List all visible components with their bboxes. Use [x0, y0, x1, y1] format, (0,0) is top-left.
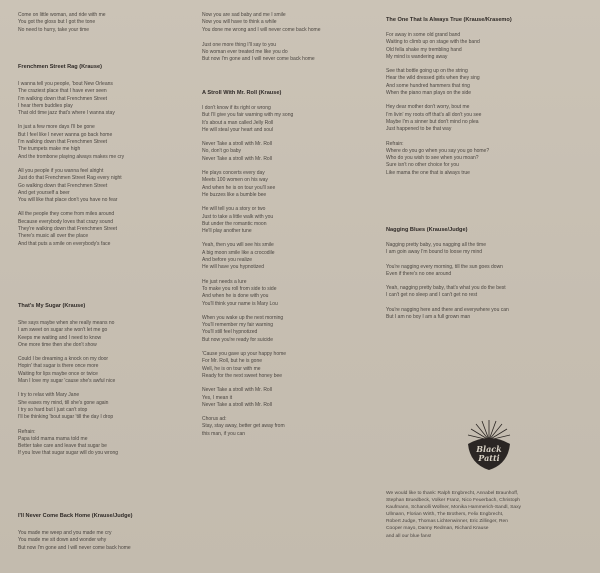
lyric-line: Well, he is on tour with me: [202, 365, 261, 372]
lyrics-column-1: [18, 0, 196, 573]
song-ill-never-come-back-home: [18, 512, 133, 552]
stanza: [202, 141, 293, 163]
stanza: [202, 279, 293, 308]
lyric-line: Go walking down that Frenchmen Street: [18, 182, 108, 189]
stanza: [18, 320, 118, 349]
credits-line: Cooper mayo, Danny Redman, Richard Krause: [386, 526, 489, 532]
lyric-line: Just to take a little walk with you: [202, 213, 274, 220]
lyric-line: You made me sit down and wonder why: [18, 537, 107, 544]
stanza: [386, 285, 509, 300]
lyric-line: You'll still feel hypnotized: [202, 329, 258, 336]
lyric-line: She eases my mind, till she's gone again: [18, 399, 109, 406]
lyric-line: He will have you hypnotized: [202, 264, 264, 271]
lyric-line: But I'll give you fair warning with my song: [202, 112, 294, 119]
lyric-line: Yeah, nagging pretty baby, that's what you do the best: [386, 285, 506, 292]
stanza: [202, 351, 293, 380]
stanza: [18, 356, 118, 385]
lyric-line: When the piano man plays on the side: [386, 90, 472, 97]
lyric-line: I'm livin' my roots off that's all don't you see: [386, 111, 482, 118]
stanza: [202, 12, 321, 34]
stanza: [202, 105, 293, 134]
lyric-line: Refrain:: [386, 140, 404, 147]
lyric-line: It's about a man called Jelly Roll: [202, 119, 274, 126]
lyric-line: I'm walking down that Frenchmen Street: [18, 95, 108, 102]
lyric-line: All the people they come from miles around: [18, 211, 115, 218]
lyric-line: Papa told mama mama told me: [18, 435, 88, 442]
song-title: Frenchmen Street Rag (Krause): [18, 64, 102, 70]
stanza: [202, 242, 293, 271]
lyric-line: Now you are sad baby and me I smile: [202, 12, 286, 18]
lyric-line: Ready for the next sweet honey bee: [202, 372, 283, 379]
lyric-line: You'll remember my fair warning: [202, 322, 274, 329]
lyric-line: One more time then she don't show: [18, 341, 97, 348]
lyric-line: I am sweet on sugar she won't let me go: [18, 327, 108, 334]
stanza: [386, 68, 512, 97]
stanza: [18, 168, 124, 204]
stanza: [202, 315, 293, 344]
lyric-line: But now I'm gone and I will never come back home: [202, 56, 315, 63]
lyric-line: Old fella shake my trembling hand: [386, 46, 462, 53]
lyric-line: Hear the wild dressed girls when they sing: [386, 75, 480, 82]
stanza: [386, 141, 512, 177]
lyric-line: No need to hurry, take your time: [18, 26, 90, 33]
lyric-line: You're nagging here and there and everywhere you can: [386, 306, 509, 313]
lyric-line: Yeah, then you will see his smile: [202, 242, 274, 249]
song-title: Nagging Blues (Krause/Judge): [386, 227, 468, 233]
lyric-line: But I feel like I never wanna go back home: [18, 131, 113, 138]
lyric-line: You will like that place don't you have no fear: [18, 197, 118, 204]
lyric-line: Never Take a stroll with Mr. Roll: [202, 141, 272, 148]
lyric-line: And get yourself a beer: [18, 189, 70, 196]
lyric-line: But under the romantic moon: [202, 220, 267, 227]
lyric-line: But I am no boy I am a full grown man: [386, 314, 471, 321]
lyric-line: Never Take a stroll with Mr. Roll: [202, 401, 272, 408]
lyric-line: I try so hard but I just can't stop: [18, 406, 88, 413]
song-the-one-that-is-always-true: [386, 16, 512, 177]
lyric-line: I wanna tell you people, 'bout New Orleans: [18, 81, 113, 87]
lyric-line: Never Take a stroll with Mr. Roll: [202, 387, 272, 394]
stanza: [18, 124, 124, 160]
lyric-line: I don't know if its right or wrong: [202, 105, 271, 111]
credits-line: Ullmann, Florian Wirth, The Brothers, Felix Engbrecht,: [386, 512, 504, 518]
lyric-line: No woman ever treated me like you do: [202, 49, 288, 56]
song-nagging-blues: [386, 226, 509, 321]
lyric-line: Nagging pretty baby, you nagging all the time: [386, 242, 486, 248]
credits-line: Stephan Bruedbeck, Volker Franz, Nico Feuerbach, Christoph: [386, 498, 521, 504]
lyric-line: Stay, stay away, better get away from: [202, 423, 285, 430]
lyric-line: Better take care and leave that sugar be: [18, 443, 107, 450]
lyric-line: Refrain:: [18, 428, 36, 435]
lyric-line: I try to relax with Mary Jane: [18, 392, 80, 399]
lyric-line: He just needs a lure: [202, 278, 247, 285]
song-title: The One That Is Always True (Krause/Krasemo): [386, 17, 512, 23]
song-thats-my-sugar: [18, 302, 118, 458]
lyric-line: I am goin away I'm bound to loose my mind: [386, 249, 483, 256]
lyric-line: She says maybe when she really means no: [18, 320, 115, 326]
lyric-line: Come on little woman, and ride with me: [18, 12, 106, 18]
lyric-line: Could I be dreaming a knock on my door: [18, 356, 109, 363]
lyric-line: I hear them buddies play: [18, 102, 73, 109]
lyric-line: Chorus ad:: [202, 416, 227, 423]
lyric-line: And when he is done with you: [202, 293, 269, 300]
lyric-line: That old time jazz that's where I wanna stay: [18, 110, 115, 117]
lyric-line: For away in some old grand band: [386, 32, 461, 38]
stanza: [18, 392, 118, 421]
lyric-line: Because everybody loves that crazy sound: [18, 218, 114, 225]
credits: [386, 490, 521, 540]
lyric-line: I'll be thinking 'bout sugar 'till the day I drop: [18, 414, 114, 421]
song-title: A Stroll With Mr. Roll (Krause): [202, 90, 282, 96]
lyric-line: I can't get no sleep and I can't get no rest: [386, 292, 478, 299]
lyric-line: Waiting for lips maybe once or twice: [18, 370, 98, 377]
lyric-line: You're nagging every morning, till the sun goes down: [386, 263, 503, 270]
lyric-line: Meets 100 women on his way: [202, 177, 268, 184]
credits-line: Kaufmann, Schanolli Wollner, Monika Hammerich-Sandl, Saxy: [386, 505, 522, 511]
lyric-line: A big moon smile like a crocodile: [202, 249, 275, 256]
stanza: [18, 81, 124, 117]
lyric-line: The craziest place that I have ever seen: [18, 88, 107, 95]
stanza: [386, 264, 509, 279]
lyric-line: Sure isn't no other choice for you: [386, 162, 459, 169]
lyric-line: Where do you go when you say you go home?: [386, 147, 490, 154]
lyric-line: I'm walking down that Frenchmen Street: [18, 139, 108, 146]
lyric-line: Who do you wish to see when you moan?: [386, 155, 479, 162]
lyric-line: Yes, I mean it: [202, 394, 233, 401]
lyric-line: Never Take a stroll with Mr. Roll: [202, 155, 272, 162]
credits-line: Robert Judge, Thomas Lichtenwinner, Eric Zillinger, Ren: [386, 519, 508, 525]
lyric-line: Even if there's no one around: [386, 270, 452, 277]
lyrics-column-3: [386, 0, 591, 573]
song-title: That's My Sugar (Krause): [18, 303, 86, 309]
lyric-line: And the trombone playing always makes me cry: [18, 153, 125, 160]
stanza: [386, 307, 509, 322]
lyric-line: Just happened to be that way: [386, 126, 452, 133]
lyric-line: All you people if you wanna feel alright: [18, 167, 104, 174]
lyric-line: 'Cause you gave up your happy home: [202, 351, 287, 358]
logo-word-2: Patti: [478, 453, 500, 463]
credits-line: and all our blue fans!: [386, 533, 432, 539]
lyric-line: You'll think your name is Mary Lou: [202, 300, 278, 307]
song-title: I'll Never Come Back Home (Krause/Judge): [18, 513, 133, 519]
stanza: [18, 530, 133, 552]
lyric-line: But now I'm gone and I will never come back home: [18, 544, 131, 551]
lyric-line: There's music all over the place: [18, 233, 89, 240]
lyric-line: And before you realize: [202, 257, 253, 264]
lyric-line: Like mama the one that is always true: [386, 169, 470, 176]
stanza: [202, 206, 293, 235]
lyric-line: The trumpets make me high: [18, 146, 81, 153]
lyric-line: this man, if you can: [202, 430, 246, 437]
lyric-line: And when he is on tour you'll see: [202, 184, 276, 191]
lyric-line: He buzzes like a bumble bee: [202, 191, 267, 198]
stanza: [202, 416, 293, 438]
lyric-line: He plays concerts every day: [202, 170, 265, 177]
lyric-line: You made me weep and you made me cry: [18, 530, 112, 536]
lyric-line: You done me wrong and I will never come back home: [202, 26, 321, 33]
song-frenchmen-street-rag: [18, 63, 124, 248]
lyric-line: No, don't go baby: [202, 148, 242, 155]
lyric-line: Hey dear mother don't worry, bout me: [386, 104, 470, 111]
lyric-line: Hopin' that sugar is there once more: [18, 363, 99, 370]
lyric-line: Just do that Frenchmen Street Rag every night: [18, 175, 122, 182]
lyric-line: See that bottle going up on the string: [386, 68, 468, 75]
lyric-line: You got the gloss but I got the tone: [18, 19, 96, 26]
stanza: [202, 170, 293, 199]
col2-intro: [202, 12, 321, 64]
lyric-line: Keeps me waiting and I need to know: [18, 334, 102, 341]
lyric-line: They're walking down that Frenchmen Street: [18, 226, 118, 233]
lyric-line: When you wake up the next morning: [202, 314, 284, 321]
col1-intro: [18, 12, 106, 34]
lyric-line: If you love that sugar sugar will do you wrong: [18, 450, 119, 457]
lyric-line: But now you're ready for suicide: [202, 336, 273, 343]
lyric-line: He will tell you a story or two: [202, 206, 266, 213]
black-patti-logo-icon: [462, 418, 516, 472]
lyric-line: And that puts a smile on everybody's face: [18, 240, 111, 247]
lyric-line: He will steal your heart and soul: [202, 126, 273, 133]
stanza: [202, 42, 321, 64]
lyric-line: To make you roll from side to side: [202, 285, 277, 292]
lyric-line: Now you will have to think a while: [202, 19, 277, 26]
lyric-line: Just one more thing I'll say to you: [202, 41, 277, 48]
lyric-line: My mind is wandering away: [386, 53, 448, 60]
lyric-line: Waiting to climb up on stage with the band: [386, 39, 480, 46]
credits-line: We would like to thank: Ralph Engbrecht, Annabel Braunhoff,: [386, 491, 519, 496]
stanza: [386, 104, 512, 133]
lyric-line: He'll play another tune: [202, 228, 252, 235]
stanza: [18, 429, 118, 458]
stanza: [386, 32, 512, 61]
stanza: [202, 387, 293, 409]
logo-word-1: Black: [476, 444, 502, 454]
lyric-line: Maybe I'm a sinner but don't mind no plea: [386, 118, 479, 125]
lyrics-column-2: [202, 0, 380, 573]
lyric-line: And some hundred hammers that ring: [386, 82, 470, 89]
song-a-stroll-with-mr-roll: [202, 89, 293, 438]
stanza: [386, 242, 509, 257]
stanza: [18, 211, 124, 247]
lyric-line: For Mr. Roll, but he is gone: [202, 358, 263, 365]
lyric-line: Man I love my sugar 'cause she's awful nice: [18, 378, 116, 385]
lyric-line: In just a few more days I'll be gone: [18, 124, 95, 131]
